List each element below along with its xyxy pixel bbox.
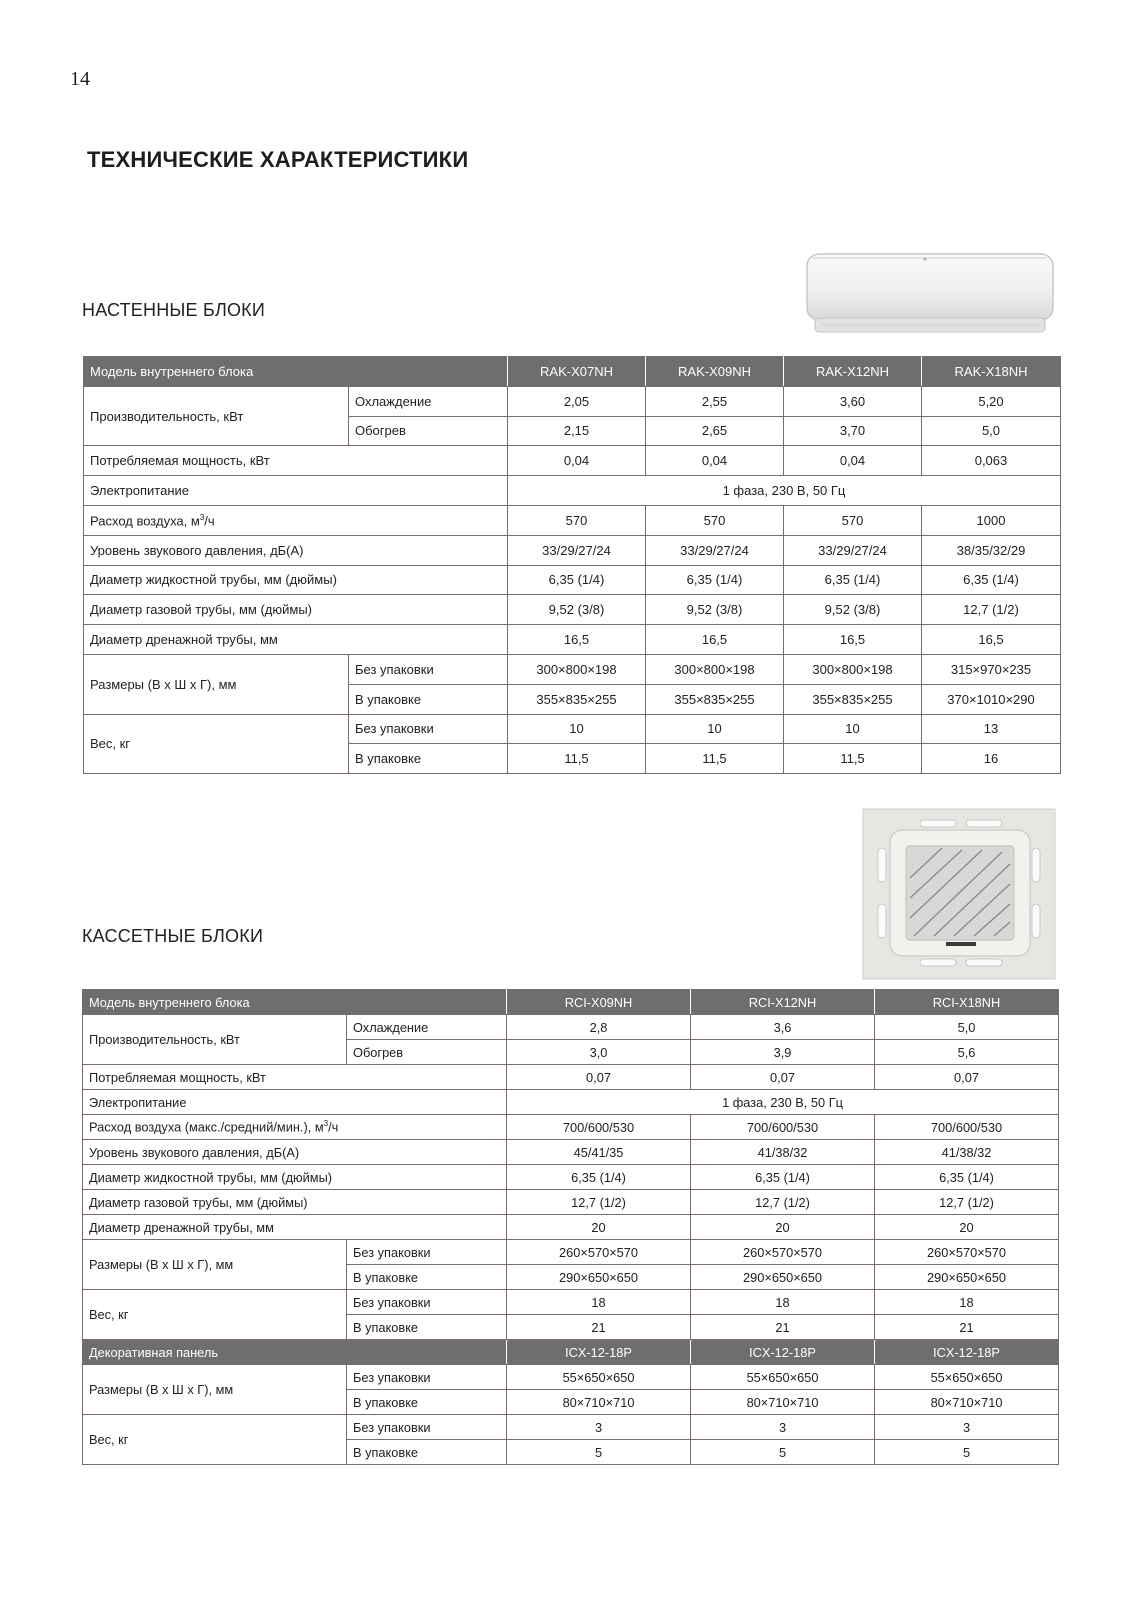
cell-value: 315×970×235 — [922, 654, 1061, 684]
cell-value: 13 — [922, 714, 1061, 744]
cell-value: 2,15 — [508, 416, 646, 446]
table-row — [84, 505, 1061, 535]
row-label: Электропитание — [83, 1090, 507, 1115]
row-label: Вес, кг — [83, 1290, 347, 1340]
cell-value: 290×650×650 — [691, 1265, 875, 1290]
cell-value: 5,6 — [875, 1040, 1059, 1065]
row-label — [84, 505, 508, 535]
table-row — [83, 1140, 1059, 1165]
cell-value: 5,0 — [875, 1015, 1059, 1040]
table-row — [84, 565, 1061, 595]
table-row — [84, 386, 1061, 416]
table-row — [84, 625, 1061, 655]
cell-value: 2,8 — [507, 1015, 691, 1040]
cell-value: 55×650×650 — [875, 1365, 1059, 1390]
table-row — [83, 1115, 1059, 1140]
cell-value: 20 — [875, 1215, 1059, 1240]
row-label-text: Расход воздуха, м — [90, 513, 200, 529]
wall-units-spec-table — [83, 356, 1061, 774]
model-name: RCI-X18NH — [875, 990, 1059, 1015]
row-label — [83, 1115, 507, 1140]
sub-label: В упаковке — [349, 684, 508, 714]
model-header-label: Модель внутреннего блока — [84, 357, 508, 387]
row-label: Размеры (В х Ш х Г), мм — [84, 654, 349, 714]
unit-tail: /ч — [204, 513, 215, 529]
cell-value: 355×835×255 — [508, 684, 646, 714]
row-label: Вес, кг — [83, 1415, 347, 1465]
table-row — [83, 1190, 1059, 1215]
sub-label: Без упаковки — [349, 654, 508, 684]
cell-value: 11,5 — [646, 744, 784, 774]
cell-value: 300×800×198 — [508, 654, 646, 684]
cell-value: 0,04 — [784, 446, 922, 476]
cell-value: 9,52 (3/8) — [784, 595, 922, 625]
cell-value: 10 — [508, 714, 646, 744]
cell-value: 9,52 (3/8) — [646, 595, 784, 625]
panel-model-name: ICX-12-18P — [875, 1340, 1059, 1365]
sub-label: Охлаждение — [349, 386, 508, 416]
cell-value: 2,65 — [646, 416, 784, 446]
cell-value: 3 — [875, 1415, 1059, 1440]
cell-value: 21 — [875, 1315, 1059, 1340]
cell-value: 41/38/32 — [691, 1140, 875, 1165]
wall-unit-image — [805, 252, 1055, 342]
cell-value: 16,5 — [508, 625, 646, 655]
cell-value: 38/35/32/29 — [922, 535, 1061, 565]
row-label: Диаметр газовой трубы, мм (дюймы) — [84, 595, 508, 625]
cell-value: 260×570×570 — [875, 1240, 1059, 1265]
cell-value: 18 — [691, 1290, 875, 1315]
table-row — [84, 535, 1061, 565]
unit-tail: /ч — [328, 1119, 339, 1135]
sub-label: В упаковке — [347, 1265, 507, 1290]
cell-value: 41/38/32 — [875, 1140, 1059, 1165]
cell-value: 10 — [784, 714, 922, 744]
table-row — [83, 1290, 1059, 1315]
cell-value: 6,35 (1/4) — [691, 1165, 875, 1190]
model-name: RCI-X12NH — [691, 990, 875, 1015]
cell-value: 3,9 — [691, 1040, 875, 1065]
row-label: Вес, кг — [84, 714, 349, 774]
cell-value: 16 — [922, 744, 1061, 774]
cell-value: 700/600/530 — [691, 1115, 875, 1140]
cell-value: 700/600/530 — [875, 1115, 1059, 1140]
row-label: Размеры (В х Ш х Г), мм — [83, 1240, 347, 1290]
row-label: Уровень звукового давления, дБ(А) — [84, 535, 508, 565]
page-number: 14 — [70, 68, 90, 90]
model-name: RAK-X12NH — [784, 357, 922, 387]
table-row — [84, 654, 1061, 684]
cell-value: 10 — [646, 714, 784, 744]
table-row — [83, 1240, 1059, 1265]
table-row — [83, 1165, 1059, 1190]
row-label: Потребляемая мощность, кВт — [84, 446, 508, 476]
cell-value: 3,70 — [784, 416, 922, 446]
cell-value: 12,7 (1/2) — [691, 1190, 875, 1215]
cell-value: 21 — [691, 1315, 875, 1340]
cell-value: 370×1010×290 — [922, 684, 1061, 714]
table-row — [83, 1065, 1059, 1090]
cell-value: 355×835×255 — [646, 684, 784, 714]
cassette-unit-image — [862, 808, 1056, 980]
cell-value: 6,35 (1/4) — [646, 565, 784, 595]
cell-value: 55×650×650 — [691, 1365, 875, 1390]
sub-label: Без упаковки — [349, 714, 508, 744]
cell-value: 1 фаза, 230 В, 50 Гц — [507, 1090, 1059, 1115]
cell-value: 290×650×650 — [507, 1265, 691, 1290]
cell-value: 20 — [507, 1215, 691, 1240]
table-header-row — [83, 990, 1059, 1015]
panel-header-label: Декоративная панель — [83, 1340, 507, 1365]
cell-value: 12,7 (1/2) — [507, 1190, 691, 1215]
cell-value: 20 — [691, 1215, 875, 1240]
cell-value: 80×710×710 — [691, 1390, 875, 1415]
cell-value: 290×650×650 — [875, 1265, 1059, 1290]
unit-superscript: 3 — [323, 1119, 329, 1129]
row-label: Диаметр жидкостной трубы, мм (дюймы) — [84, 565, 508, 595]
cell-value: 45/41/35 — [507, 1140, 691, 1165]
table-row — [83, 1015, 1059, 1040]
panel-model-name: ICX-12-18P — [507, 1340, 691, 1365]
cassette-units-spec-table — [82, 989, 1059, 1465]
wall-units-section-title: НАСТЕННЫЕ БЛОКИ — [82, 300, 265, 320]
sub-label: В упаковке — [347, 1440, 507, 1465]
cell-value: 12,7 (1/2) — [922, 595, 1061, 625]
cell-value: 12,7 (1/2) — [875, 1190, 1059, 1215]
sub-label: Охлаждение — [347, 1015, 507, 1040]
row-label: Диаметр жидкостной трубы, мм (дюймы) — [83, 1165, 507, 1190]
table-row — [83, 1365, 1059, 1390]
cell-value: 6,35 (1/4) — [875, 1165, 1059, 1190]
row-label-text: Расход воздуха (макс./средний/мин.), м — [89, 1119, 324, 1135]
model-name: RAK-X07NH — [508, 357, 646, 387]
cell-value: 300×800×198 — [784, 654, 922, 684]
table-row — [83, 1090, 1059, 1115]
cell-value: 11,5 — [784, 744, 922, 774]
cell-value: 33/29/27/24 — [784, 535, 922, 565]
cell-value: 0,07 — [691, 1065, 875, 1090]
cell-value: 80×710×710 — [507, 1390, 691, 1415]
row-label: Производительность, кВт — [84, 386, 349, 446]
row-label: Электропитание — [84, 476, 508, 506]
model-name: RCI-X09NH — [507, 990, 691, 1015]
cell-value: 18 — [507, 1290, 691, 1315]
cell-value: 21 — [507, 1315, 691, 1340]
cell-value: 0,07 — [875, 1065, 1059, 1090]
sub-label: В упаковке — [347, 1315, 507, 1340]
table-row — [83, 1215, 1059, 1240]
cell-value: 80×710×710 — [875, 1390, 1059, 1415]
cell-value: 300×800×198 — [646, 654, 784, 684]
sub-label: Без упаковки — [347, 1365, 507, 1390]
sub-label: Без упаковки — [347, 1290, 507, 1315]
cell-value: 0,063 — [922, 446, 1061, 476]
cassette-units-section-title: КАССЕТНЫЕ БЛОКИ — [82, 926, 264, 946]
row-label: Диаметр дренажной трубы, мм — [83, 1215, 507, 1240]
model-name: RAK-X09NH — [646, 357, 784, 387]
cell-value: 6,35 (1/4) — [922, 565, 1061, 595]
panel-header-row — [83, 1340, 1059, 1365]
cell-value: 3,6 — [691, 1015, 875, 1040]
model-name: RAK-X18NH — [922, 357, 1061, 387]
sub-label: Без упаковки — [347, 1415, 507, 1440]
cell-value: 3,0 — [507, 1040, 691, 1065]
cell-value: 33/29/27/24 — [508, 535, 646, 565]
table-header-row — [84, 357, 1061, 387]
row-label: Потребляемая мощность, кВт — [83, 1065, 507, 1090]
cell-value: 16,5 — [784, 625, 922, 655]
table-row — [83, 1415, 1059, 1440]
cell-value: 260×570×570 — [507, 1240, 691, 1265]
cell-value: 9,52 (3/8) — [508, 595, 646, 625]
table-row — [84, 476, 1061, 506]
cell-value: 570 — [508, 505, 646, 535]
cell-value: 2,55 — [646, 386, 784, 416]
sub-label: В упаковке — [349, 744, 508, 774]
cell-value: 16,5 — [922, 625, 1061, 655]
row-label: Размеры (В х Ш х Г), мм — [83, 1365, 347, 1415]
unit-superscript: 3 — [199, 512, 205, 522]
model-header-label: Модель внутреннего блока — [83, 990, 507, 1015]
cell-value: 3,60 — [784, 386, 922, 416]
cell-value: 3 — [507, 1415, 691, 1440]
row-label: Диаметр дренажной трубы, мм — [84, 625, 508, 655]
cell-value: 33/29/27/24 — [646, 535, 784, 565]
sub-label: Обогрев — [347, 1040, 507, 1065]
cell-value: 5,0 — [922, 416, 1061, 446]
table-row — [84, 595, 1061, 625]
cell-value: 6,35 (1/4) — [508, 565, 646, 595]
cell-value: 16,5 — [646, 625, 784, 655]
sub-label: В упаковке — [347, 1390, 507, 1415]
cell-value: 355×835×255 — [784, 684, 922, 714]
row-label: Диаметр газовой трубы, мм (дюймы) — [83, 1190, 507, 1215]
cell-value: 2,05 — [508, 386, 646, 416]
cell-value: 6,35 (1/4) — [507, 1165, 691, 1190]
cell-value: 3 — [691, 1415, 875, 1440]
cell-value: 5 — [507, 1440, 691, 1465]
cell-value: 6,35 (1/4) — [784, 565, 922, 595]
sub-label: Обогрев — [349, 416, 508, 446]
sub-label: Без упаковки — [347, 1240, 507, 1265]
row-label: Уровень звукового давления, дБ(А) — [83, 1140, 507, 1165]
cell-value: 55×650×650 — [507, 1365, 691, 1390]
page-title: ТЕХНИЧЕСКИЕ ХАРАКТЕРИСТИКИ — [87, 147, 469, 172]
cell-value: 1 фаза, 230 В, 50 Гц — [508, 476, 1061, 506]
cell-value: 18 — [875, 1290, 1059, 1315]
panel-model-name: ICX-12-18P — [691, 1340, 875, 1365]
cell-value: 5 — [875, 1440, 1059, 1465]
table-row — [84, 446, 1061, 476]
cell-value: 0,04 — [508, 446, 646, 476]
cell-value: 260×570×570 — [691, 1240, 875, 1265]
cell-value: 570 — [646, 505, 784, 535]
cell-value: 11,5 — [508, 744, 646, 774]
cell-value: 5 — [691, 1440, 875, 1465]
row-label: Производительность, кВт — [83, 1015, 347, 1065]
cell-value: 0,04 — [646, 446, 784, 476]
cell-value: 570 — [784, 505, 922, 535]
table-row — [84, 714, 1061, 744]
cell-value: 1000 — [922, 505, 1061, 535]
cell-value: 5,20 — [922, 386, 1061, 416]
cell-value: 700/600/530 — [507, 1115, 691, 1140]
cell-value: 0,07 — [507, 1065, 691, 1090]
